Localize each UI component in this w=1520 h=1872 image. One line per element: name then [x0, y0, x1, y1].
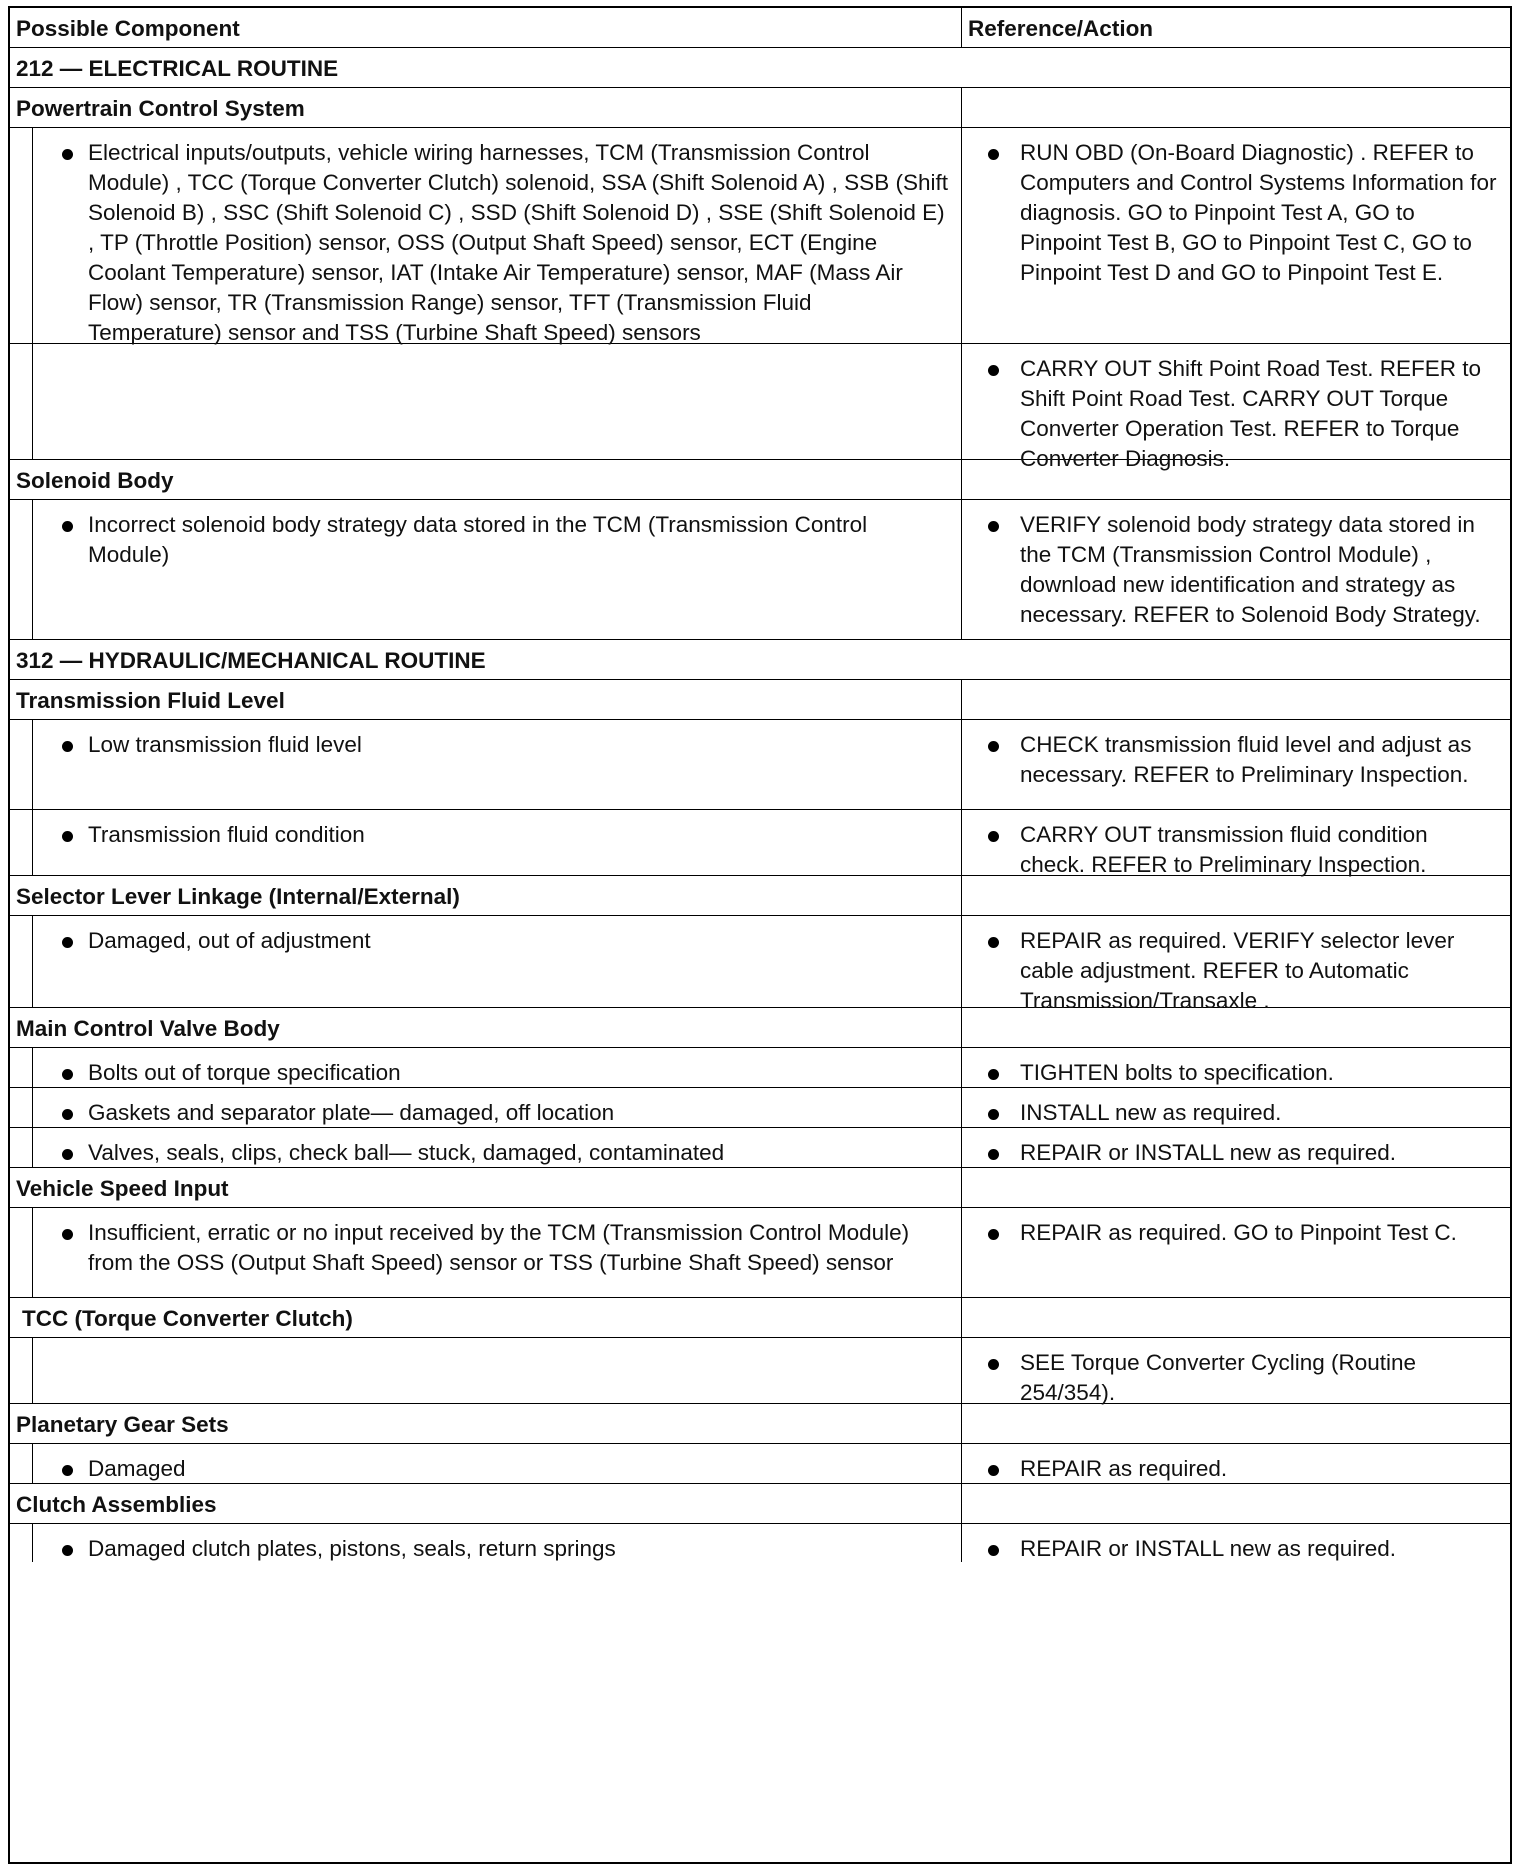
- bullet-icon: [62, 1109, 73, 1120]
- component-text: Damaged, out of adjustment: [88, 928, 371, 953]
- item-row: [10, 810, 1510, 876]
- component-group-cell: [10, 876, 962, 915]
- component-group-row: [10, 1168, 1510, 1208]
- action-bullet: [962, 128, 1510, 288]
- action-cell-empty: [962, 1168, 1510, 1207]
- action-bullet: [962, 1128, 1510, 1168]
- component-cell: [10, 720, 962, 809]
- component-group-row: [10, 680, 1510, 720]
- indent-column: [10, 1338, 33, 1403]
- component-bullet: [10, 128, 961, 348]
- action-bullet: [962, 500, 1510, 630]
- component-group-row: [10, 88, 1510, 128]
- component-text: Transmission fluid condition: [88, 822, 365, 847]
- action-cell: [962, 1088, 1510, 1127]
- action-text: REPAIR or INSTALL new as required.: [1020, 1536, 1396, 1561]
- component-group-title: Transmission Fluid Level: [16, 688, 285, 713]
- action-cell: [962, 500, 1510, 639]
- item-row: [10, 1128, 1510, 1168]
- item-row: [10, 1048, 1510, 1088]
- action-cell: [962, 1208, 1510, 1297]
- action-cell: [962, 916, 1510, 1013]
- component-text: Gaskets and separator plate— damaged, off location: [88, 1100, 615, 1125]
- component-group-title: Vehicle Speed Input: [16, 1176, 229, 1201]
- bullet-icon: [988, 937, 999, 948]
- action-bullet: [962, 1444, 1510, 1484]
- component-group-title: Main Control Valve Body: [16, 1016, 280, 1041]
- action-bullet: [962, 720, 1510, 790]
- component-group-cell: [10, 1008, 962, 1047]
- component-bullet: [10, 1048, 961, 1088]
- component-cell: [10, 1128, 962, 1167]
- action-cell-empty: [962, 460, 1510, 499]
- action-cell-empty: [962, 1008, 1510, 1047]
- component-group-row: [10, 460, 1510, 500]
- indent-column: [10, 344, 33, 459]
- component-group-cell: [10, 88, 962, 127]
- action-cell-empty: [962, 1404, 1510, 1443]
- action-text: INSTALL new as required.: [1020, 1100, 1282, 1125]
- component-group-title: TCC (Torque Converter Clutch): [22, 1306, 353, 1331]
- diagnostic-table: [8, 6, 1512, 1864]
- action-cell: [962, 344, 1510, 471]
- action-bullet: [962, 1048, 1510, 1088]
- action-text: CARRY OUT Shift Point Road Test. REFER to Shift Point Road Test. CARRY OUT Torque Converter Operation Test. REFER to Torque Converter Diagnosis.: [1020, 356, 1482, 471]
- routine-cell: [10, 640, 1510, 679]
- table-header-row: [10, 8, 1510, 48]
- bullet-icon: [62, 1229, 73, 1240]
- item-row: [10, 344, 1510, 471]
- action-cell: [962, 1048, 1510, 1087]
- bullet-icon: [988, 1149, 999, 1160]
- action-cell: [962, 720, 1510, 809]
- item-row: [10, 128, 1510, 344]
- action-text: REPAIR as required.: [1020, 1456, 1228, 1481]
- action-cell: [962, 1444, 1510, 1483]
- bullet-icon: [62, 1149, 73, 1160]
- component-bullet: [10, 1524, 961, 1564]
- item-row: [10, 1208, 1510, 1298]
- component-group-row: [10, 1298, 1510, 1338]
- bullet-icon: [62, 521, 73, 532]
- component-text: Valves, seals, clips, check ball— stuck, damaged, contaminated: [88, 1140, 725, 1165]
- component-group-row: [10, 1484, 1510, 1524]
- action-bullet: [962, 810, 1510, 880]
- routine-row: [10, 48, 1510, 88]
- action-cell-empty: [962, 876, 1510, 915]
- action-cell-empty: [962, 88, 1510, 127]
- action-text: CHECK transmission fluid level and adjust as necessary. REFER to Preliminary Inspection.: [1020, 732, 1472, 787]
- item-row: [10, 1088, 1510, 1128]
- bullet-icon: [988, 1465, 999, 1476]
- action-cell: [962, 810, 1510, 875]
- action-cell: [962, 1128, 1510, 1167]
- bullet-icon: [988, 741, 999, 752]
- bullet-icon: [988, 1359, 999, 1370]
- bullet-icon: [62, 741, 73, 752]
- bullet-icon: [62, 1545, 73, 1556]
- component-text: Bolts out of torque specification: [88, 1060, 401, 1085]
- component-bullet: [10, 1128, 961, 1168]
- component-group-row: [10, 1404, 1510, 1444]
- action-cell-empty: [962, 680, 1510, 719]
- bullet-icon: [988, 1069, 999, 1080]
- component-text: Low transmission fluid level: [88, 732, 362, 757]
- component-cell: [10, 1208, 962, 1297]
- bullet-icon: [62, 937, 73, 948]
- item-row: [10, 1444, 1510, 1484]
- action-text: REPAIR as required. GO to Pinpoint Test C.: [1020, 1220, 1457, 1245]
- action-text: TIGHTEN bolts to specification.: [1020, 1060, 1334, 1085]
- component-text: Damaged clutch plates, pistons, seals, return springs: [88, 1536, 616, 1561]
- action-cell: [962, 128, 1510, 343]
- action-text: VERIFY solenoid body strategy data stored in the TCM (Transmission Control Module) , download new identification and strategy as necessary. REFER to Solenoid Body Strategy.: [1020, 512, 1481, 627]
- item-row: [10, 1338, 1510, 1404]
- bullet-icon: [988, 149, 999, 160]
- action-text: CARRY OUT transmission fluid condition check. REFER to Preliminary Inspection.: [1020, 822, 1428, 877]
- action-bullet: [962, 344, 1510, 474]
- item-row: [10, 1524, 1510, 1562]
- component-bullet: [10, 916, 961, 956]
- component-group-cell: [10, 1298, 962, 1337]
- action-cell: [962, 1338, 1510, 1403]
- action-text: REPAIR as required. VERIFY selector lever cable adjustment. REFER to Automatic Transmission/Transaxle .: [1020, 928, 1455, 1013]
- bullet-icon: [988, 831, 999, 842]
- routine-row: [10, 640, 1510, 680]
- action-cell-empty: [962, 1298, 1510, 1337]
- action-text: RUN OBD (On-Board Diagnostic) . REFER to Computers and Control Systems Information for diagnosis. GO to Pinpoint Test A, GO to Pinpoint Test B, GO to Pinpoint Test C, GO to Pinpoint Test D and GO to Pinpoint Test E.: [1020, 140, 1497, 285]
- component-group-cell: [10, 1168, 962, 1207]
- action-bullet: [962, 1088, 1510, 1128]
- bullet-icon: [62, 1465, 73, 1476]
- routine-title: 212 — ELECTRICAL ROUTINE: [16, 56, 339, 81]
- component-group-cell: [10, 460, 962, 499]
- component-cell: [10, 128, 962, 343]
- component-group-row: [10, 1008, 1510, 1048]
- action-text: SEE Torque Converter Cycling (Routine 254/354).: [1020, 1350, 1417, 1405]
- component-bullet: [10, 720, 961, 760]
- bullet-icon: [988, 1545, 999, 1556]
- component-cell: [10, 1524, 962, 1562]
- action-cell: [962, 1524, 1510, 1562]
- component-cell: [10, 810, 962, 875]
- component-text: Insufficient, erratic or no input received by the TCM (Transmission Control Module) from the OSS (Output Shaft Speed) sensor or TSS (Turbine Shaft Speed) sensor: [88, 1220, 910, 1275]
- component-cell: [10, 1444, 962, 1483]
- item-row: [10, 720, 1510, 810]
- routine-title: 312 — HYDRAULIC/MECHANICAL ROUTINE: [16, 648, 486, 673]
- bullet-icon: [62, 1069, 73, 1080]
- component-bullet: [10, 810, 961, 850]
- bullet-icon: [988, 365, 999, 376]
- action-bullet: [962, 916, 1510, 1016]
- action-text: REPAIR or INSTALL new as required.: [1020, 1140, 1396, 1165]
- component-group-title: Solenoid Body: [16, 468, 174, 493]
- component-text: Incorrect solenoid body strategy data stored in the TCM (Transmission Control Module): [88, 512, 868, 567]
- component-bullet: [10, 500, 961, 570]
- component-cell: [10, 1088, 962, 1127]
- bullet-icon: [62, 831, 73, 842]
- component-group-cell: [10, 1484, 962, 1523]
- bullet-icon: [988, 1109, 999, 1120]
- component-group-title: Planetary Gear Sets: [16, 1412, 229, 1437]
- component-group-row: [10, 876, 1510, 916]
- component-bullet: [10, 1088, 961, 1128]
- component-text: Damaged: [88, 1456, 186, 1481]
- action-bullet: [962, 1524, 1510, 1564]
- bullet-icon: [62, 149, 73, 160]
- action-bullet: [962, 1208, 1510, 1248]
- component-group-title: Powertrain Control System: [16, 96, 305, 121]
- component-group-title: Selector Lever Linkage (Internal/External): [16, 884, 460, 909]
- action-cell-empty: [962, 1484, 1510, 1523]
- component-bullet: [10, 1444, 961, 1484]
- component-bullet: [10, 1208, 961, 1278]
- column-header-component: Possible Component: [16, 16, 240, 41]
- component-group-cell: [10, 680, 962, 719]
- component-cell: [10, 344, 962, 459]
- component-group-title: Clutch Assemblies: [16, 1492, 217, 1517]
- item-row: [10, 500, 1510, 640]
- routine-cell: [10, 48, 1510, 87]
- column-header-action: Reference/Action: [968, 16, 1154, 41]
- component-text: Electrical inputs/outputs, vehicle wiring harnesses, TCM (Transmission Control Module) , TCC (Torque Converter Clutch) solenoid, SSA (Shift Solenoid A) , SSB (Shift Solenoid B) , SSC (Shift Solenoid C) , SSD (Shift Solenoid D) , SSE (Shift Solenoid E) , TP (Throttle Position) sensor, OSS (Output Shaft Speed) sensor, ECT (Engine Coolant Temperature) sensor, IAT (Intake Air Temperature) sensor, MAF (Mass Air Flow) sensor, TR (Transmission Range) sensor, TFT (Transmission Fluid Temperature) sensor and TSS (Turbine Shaft Speed) sensors: [88, 140, 948, 345]
- bullet-icon: [988, 1229, 999, 1240]
- component-cell: [10, 500, 962, 639]
- component-group-cell: [10, 1404, 962, 1443]
- component-cell: [10, 1048, 962, 1087]
- action-bullet: [962, 1338, 1510, 1408]
- item-row: [10, 916, 1510, 1013]
- component-cell: [10, 916, 962, 1007]
- bullet-icon: [988, 521, 999, 532]
- component-cell: [10, 1338, 962, 1403]
